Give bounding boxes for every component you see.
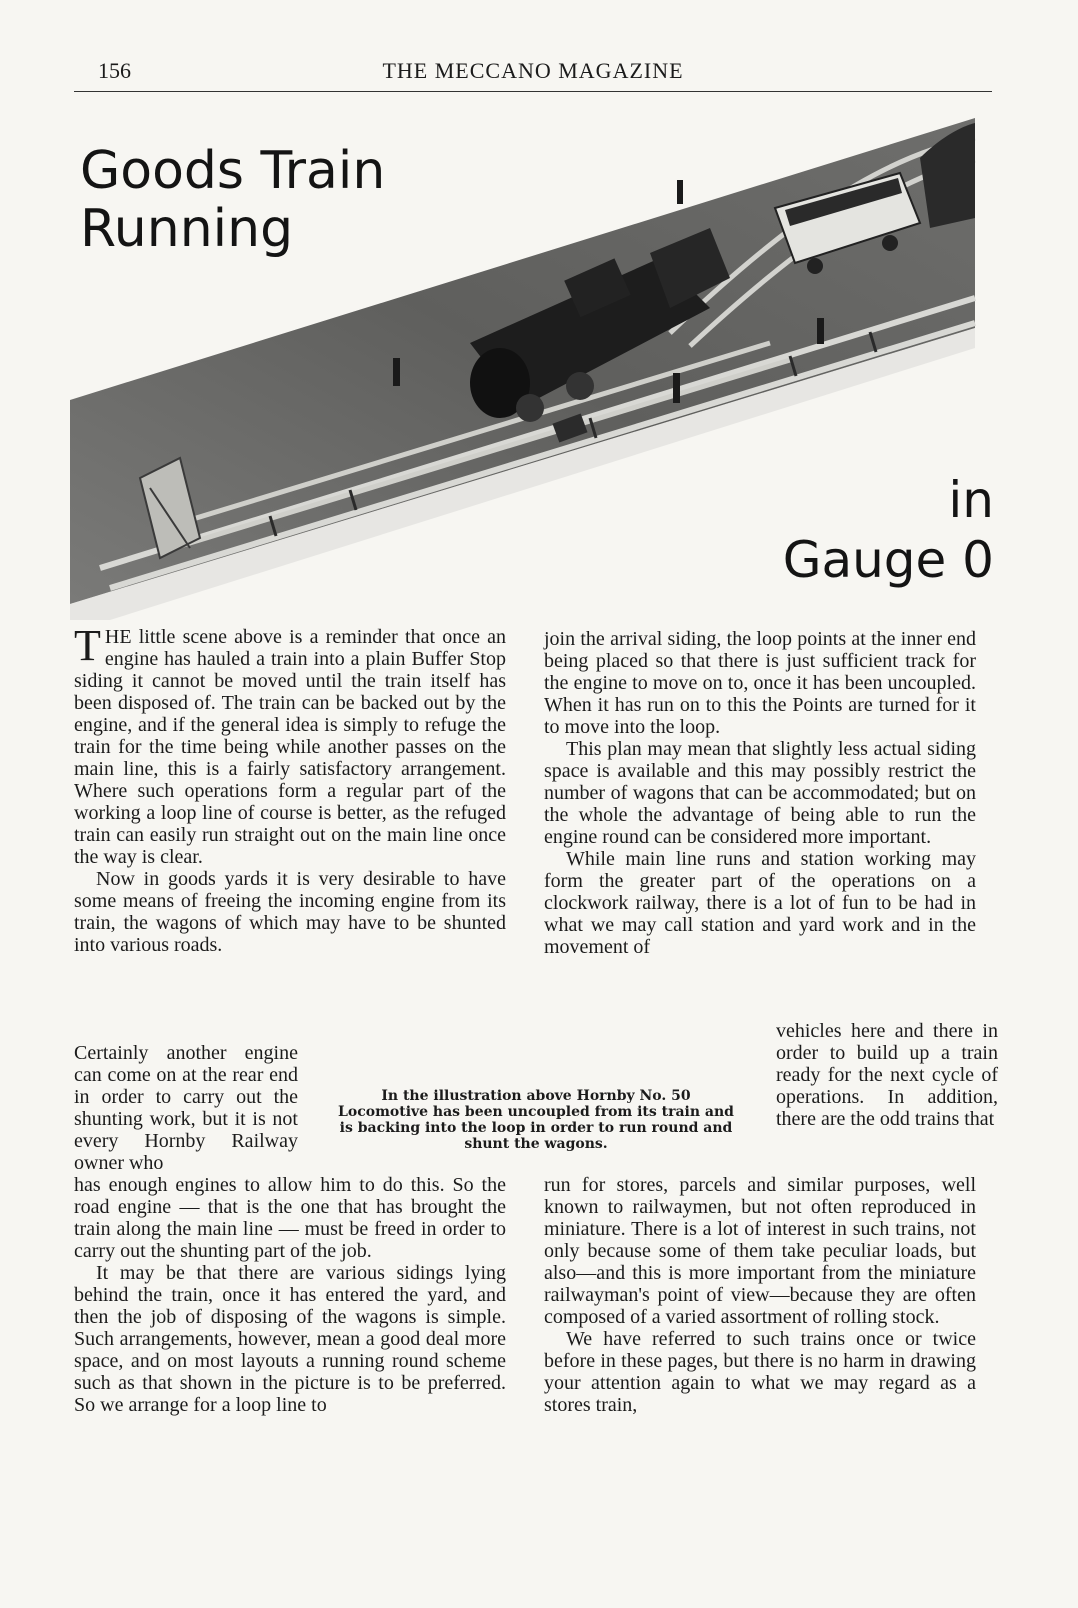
paragraph: We have referred to such trains once or twice before in these pages, but there is no harm in drawing your attention again to what we may regard as a stores train,	[544, 1328, 976, 1416]
paragraph: While main line runs and station working may form the greater part of the operations on a clockwork railway, there is a lot of fun to be had in what we may call station and yard work and in the movement of	[544, 848, 976, 958]
right-column-top	[544, 628, 976, 958]
paragraph: has enough engines to allow him to do this. So the road engine — that is the one that has brought the train along the main line — must be freed in order to carry out the shunting part of the job.	[74, 1174, 506, 1262]
paragraph: It may be that there are various sidings lying behind the train, once it has entered the yard, and then the job of disposing of the wagons is simple. Such arrangements, however, mean a good deal more space, and on most layouts a running round scheme such as that shown in the picture is to be preferred. So we arrange for a loop line to	[74, 1262, 506, 1416]
right-column-bottom	[544, 1174, 976, 1416]
paragraph: THE little scene above is a reminder that once an engine has hauled a train into a plain Buffer Stop siding it cannot be moved until the train itself has been disposed of. The train can be backed out by the engine, and if the general idea is simply to refuge the train for the time being while another passes on the main line, this is a fairly satisfactory arrangement. Where such operations form a regular part of the working a loop line of course is better, as the refuged train can easily run straight out on the main line once the way is clear.	[74, 621, 506, 868]
left-narrow-text: Certainly another engine can come on at the rear end in order to carry out the shunting work, but it is not every Hornby Railway owner who	[74, 1042, 298, 1174]
paragraph: This plan may mean that slightly less actual siding space is available and this may possibly restrict the number of wagons that can be accommodated; but on the whole the advantage of being able to run the engine round can be considered more important.	[544, 738, 976, 848]
paragraph: run for stores, parcels and similar purposes, well known to railwaymen, but not often reproduced in miniature. There is a lot of interest in such trains, not only because some of them take peculiar loads, but also—and this is more important from the miniature railwayman's point of view—because they are often composed of a varied assortment of rolling stock.	[544, 1174, 976, 1328]
page-header	[74, 56, 992, 92]
header-rule	[74, 91, 992, 92]
article-title-top: Goods Train Running	[80, 141, 386, 259]
left-column-bottom	[74, 1174, 506, 1416]
magazine-title: THE MECCANO MAGAZINE	[382, 58, 684, 83]
paragraph: Now in goods yards it is very desirable to have some means of freeing the incoming engine from its train, the wagons of which may have to be shunted into various roads.	[74, 868, 506, 956]
photo-caption: In the illustration above Hornby No. 50 Locomotive has been uncoupled from its train and is backing into the loop in order to run round and shunt the wagons.	[338, 1088, 734, 1152]
left-column-top	[74, 621, 506, 956]
article-title-bottom: in Gauge 0	[782, 471, 994, 589]
right-narrow-text: vehicles here and there in order to build up a train ready for the next cycle of operations. In addition, there are the odd trains that	[776, 1020, 998, 1130]
page-number: 156	[98, 58, 131, 83]
paragraph: join the arrival siding, the loop points at the inner end being placed so that there is just sufficient track for the engine to move on to, once it has been uncoupled. When it has run on to this the Points are turned for it to move into the loop.	[544, 628, 976, 738]
